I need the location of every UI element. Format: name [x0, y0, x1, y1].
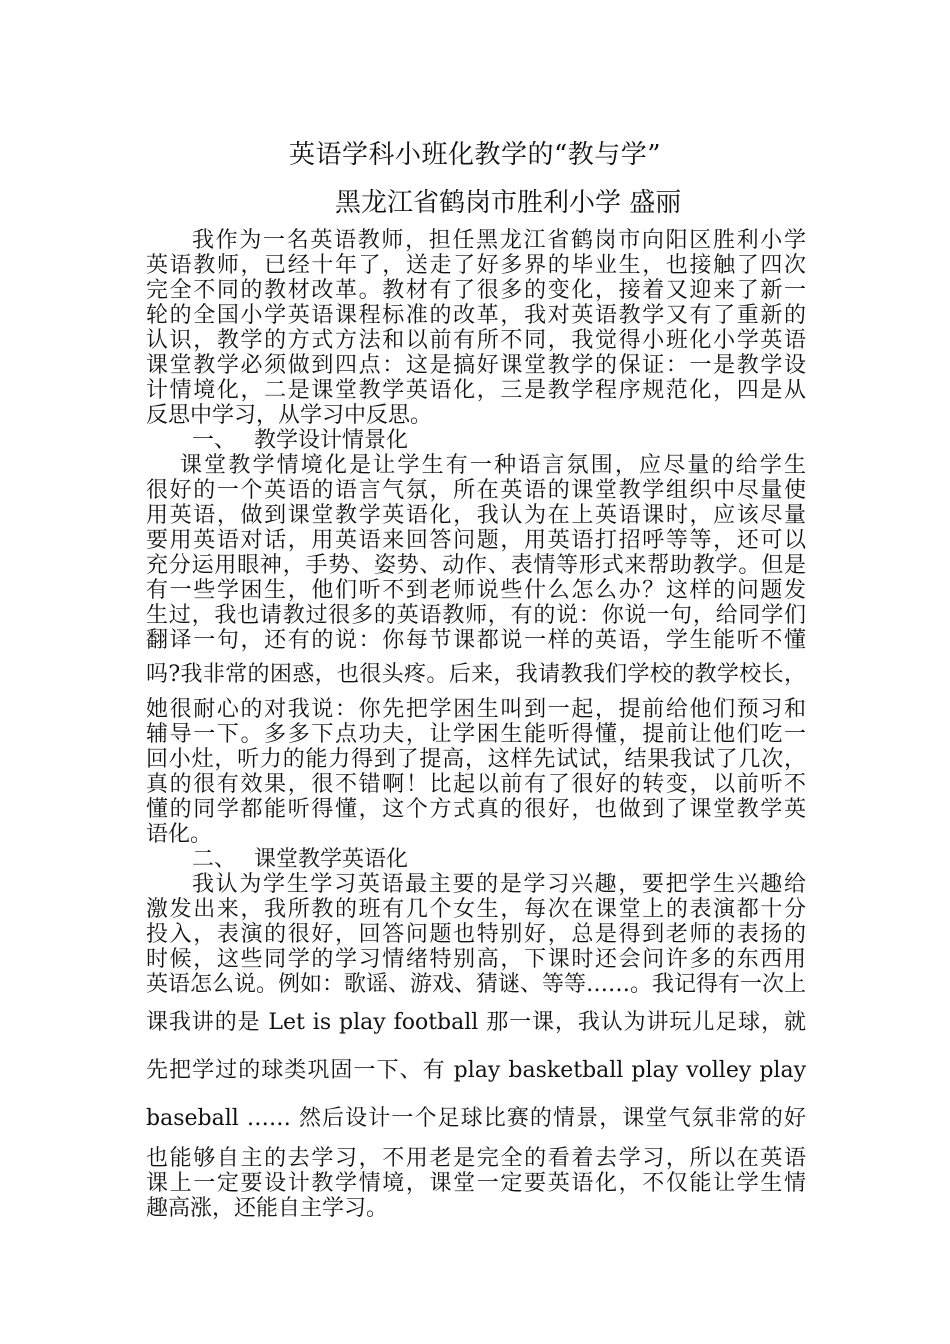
- text-line: 激发出来，我所教的班有几个女生，每次在课堂上的表演都十分: [146, 897, 806, 922]
- text-line: 翻译一句，还有的说：你每节课都说一样的英语，学生能听不懂: [146, 628, 806, 653]
- section-heading: [192, 847, 408, 873]
- text-line: 回小灶，听力的能力得到了提高，这样先试试，结果我试了几次，: [146, 747, 806, 772]
- section-number: 二、: [192, 847, 237, 872]
- section-title: 教学设计情景化: [254, 428, 409, 453]
- text-line: 课堂教学情境化是让学生有一种语言氛围，应尽量的给学生: [180, 453, 806, 478]
- section-title: 课堂教学英语化: [254, 847, 409, 872]
- text-line: 吗?我非常的困惑，也很头疼。后来，我请教我们学校的教学校长，: [146, 662, 806, 687]
- text-line: 投入，表演的很好，回答问题也特别好，总是得到老师的表扬的: [146, 922, 806, 947]
- text-line: 课上一定要设计教学情境，课堂一定要英语化，不仅能让学生情: [146, 1171, 806, 1196]
- text-line: 用英语，做到课堂教学英语化，我认为在上英语课时，应该尽量: [146, 503, 806, 528]
- text-line: 计情境化，二是课堂教学英语化，三是教学程序规范化，四是从: [146, 378, 806, 403]
- text-line: 真的很有效果，很不错啊！比起以前有了很好的转变，以前听不: [146, 772, 806, 797]
- text-line: 课我讲的是 Let is play football 那一课，我认为讲玩儿足球，就: [146, 1010, 806, 1035]
- document-title: 英语学科小班化教学的“教与学”: [288, 140, 662, 170]
- text-line: 语化。: [146, 822, 213, 847]
- text-line: 轮的全国小学英语课程标准的改革，我对英语教学又有了重新的: [146, 303, 806, 328]
- text-line: 英语教师，已经十年了，送走了好多界的毕业生，也接触了四次: [146, 253, 806, 278]
- text-line: 有一些学困生，他们听不到老师说些什么怎么办？这样的问题发: [146, 578, 806, 603]
- text-line: 也能够自主的去学习，不用老是完全的看着去学习，所以在英语: [146, 1146, 806, 1171]
- text-line: 辅导一下。多多下点功夫，让学困生能听得懂，提前让他们吃一: [146, 722, 806, 747]
- text-line: 我认为学生学习英语最主要的是学习兴趣，要把学生兴趣给: [192, 872, 806, 897]
- text-line: 英语怎么说。例如：歌谣、游戏、猜谜、等等……。我记得有一次上: [146, 972, 807, 997]
- text-line: 完全不同的教材改革。教材有了很多的变化，接着又迎来了新一: [146, 278, 806, 303]
- text-line: 很好的一个英语的语言气氛，所在英语的课堂教学组织中尽量使: [146, 478, 806, 503]
- text-line: 生过，我也请教过很多的英语教师，有的说：你说一句，给同学们: [146, 603, 806, 628]
- section-number: 一、: [192, 428, 237, 453]
- text-line: 充分运用眼神，手势、姿势、动作、表情等形式来帮助教学。但是: [146, 553, 806, 578]
- text-line: 时候，这些同学的学习情绪特别高，下课时还会问许多的东西用: [146, 947, 806, 972]
- text-line: 反思中学习，从学习中反思。: [146, 403, 433, 428]
- text-line: 先把学过的球类巩固一下、有 play basketball play volley play: [146, 1058, 806, 1083]
- text-line: 认识，教学的方式方法和以前有所不同，我觉得小班化小学英语: [146, 328, 806, 353]
- text-line: 她很耐心的对我说：你先把学困生叫到一起，提前给他们预习和: [146, 697, 806, 722]
- text-line: baseball …… 然后设计一个足球比赛的情景，课堂气氛非常的好: [146, 1106, 806, 1131]
- text-line: 趣高涨，还能自主学习。: [146, 1196, 389, 1221]
- document-author: 黑龙江省鹤岗市胜利小学 盛丽: [335, 188, 682, 218]
- text-line: 要用英语对话，用英语来回答问题，用英语打招呼等等，还可以: [146, 528, 806, 553]
- text-line: 懂的同学都能听得懂，这个方式真的很好，也做到了课堂教学英: [146, 797, 806, 822]
- text-line: 我作为一名英语教师，担任黑龙江省鹤岗市向阳区胜利小学: [192, 228, 806, 253]
- section-heading: [192, 428, 408, 454]
- text-line: 课堂教学必须做到四点：这是搞好课堂教学的保证：一是教学设: [146, 353, 806, 378]
